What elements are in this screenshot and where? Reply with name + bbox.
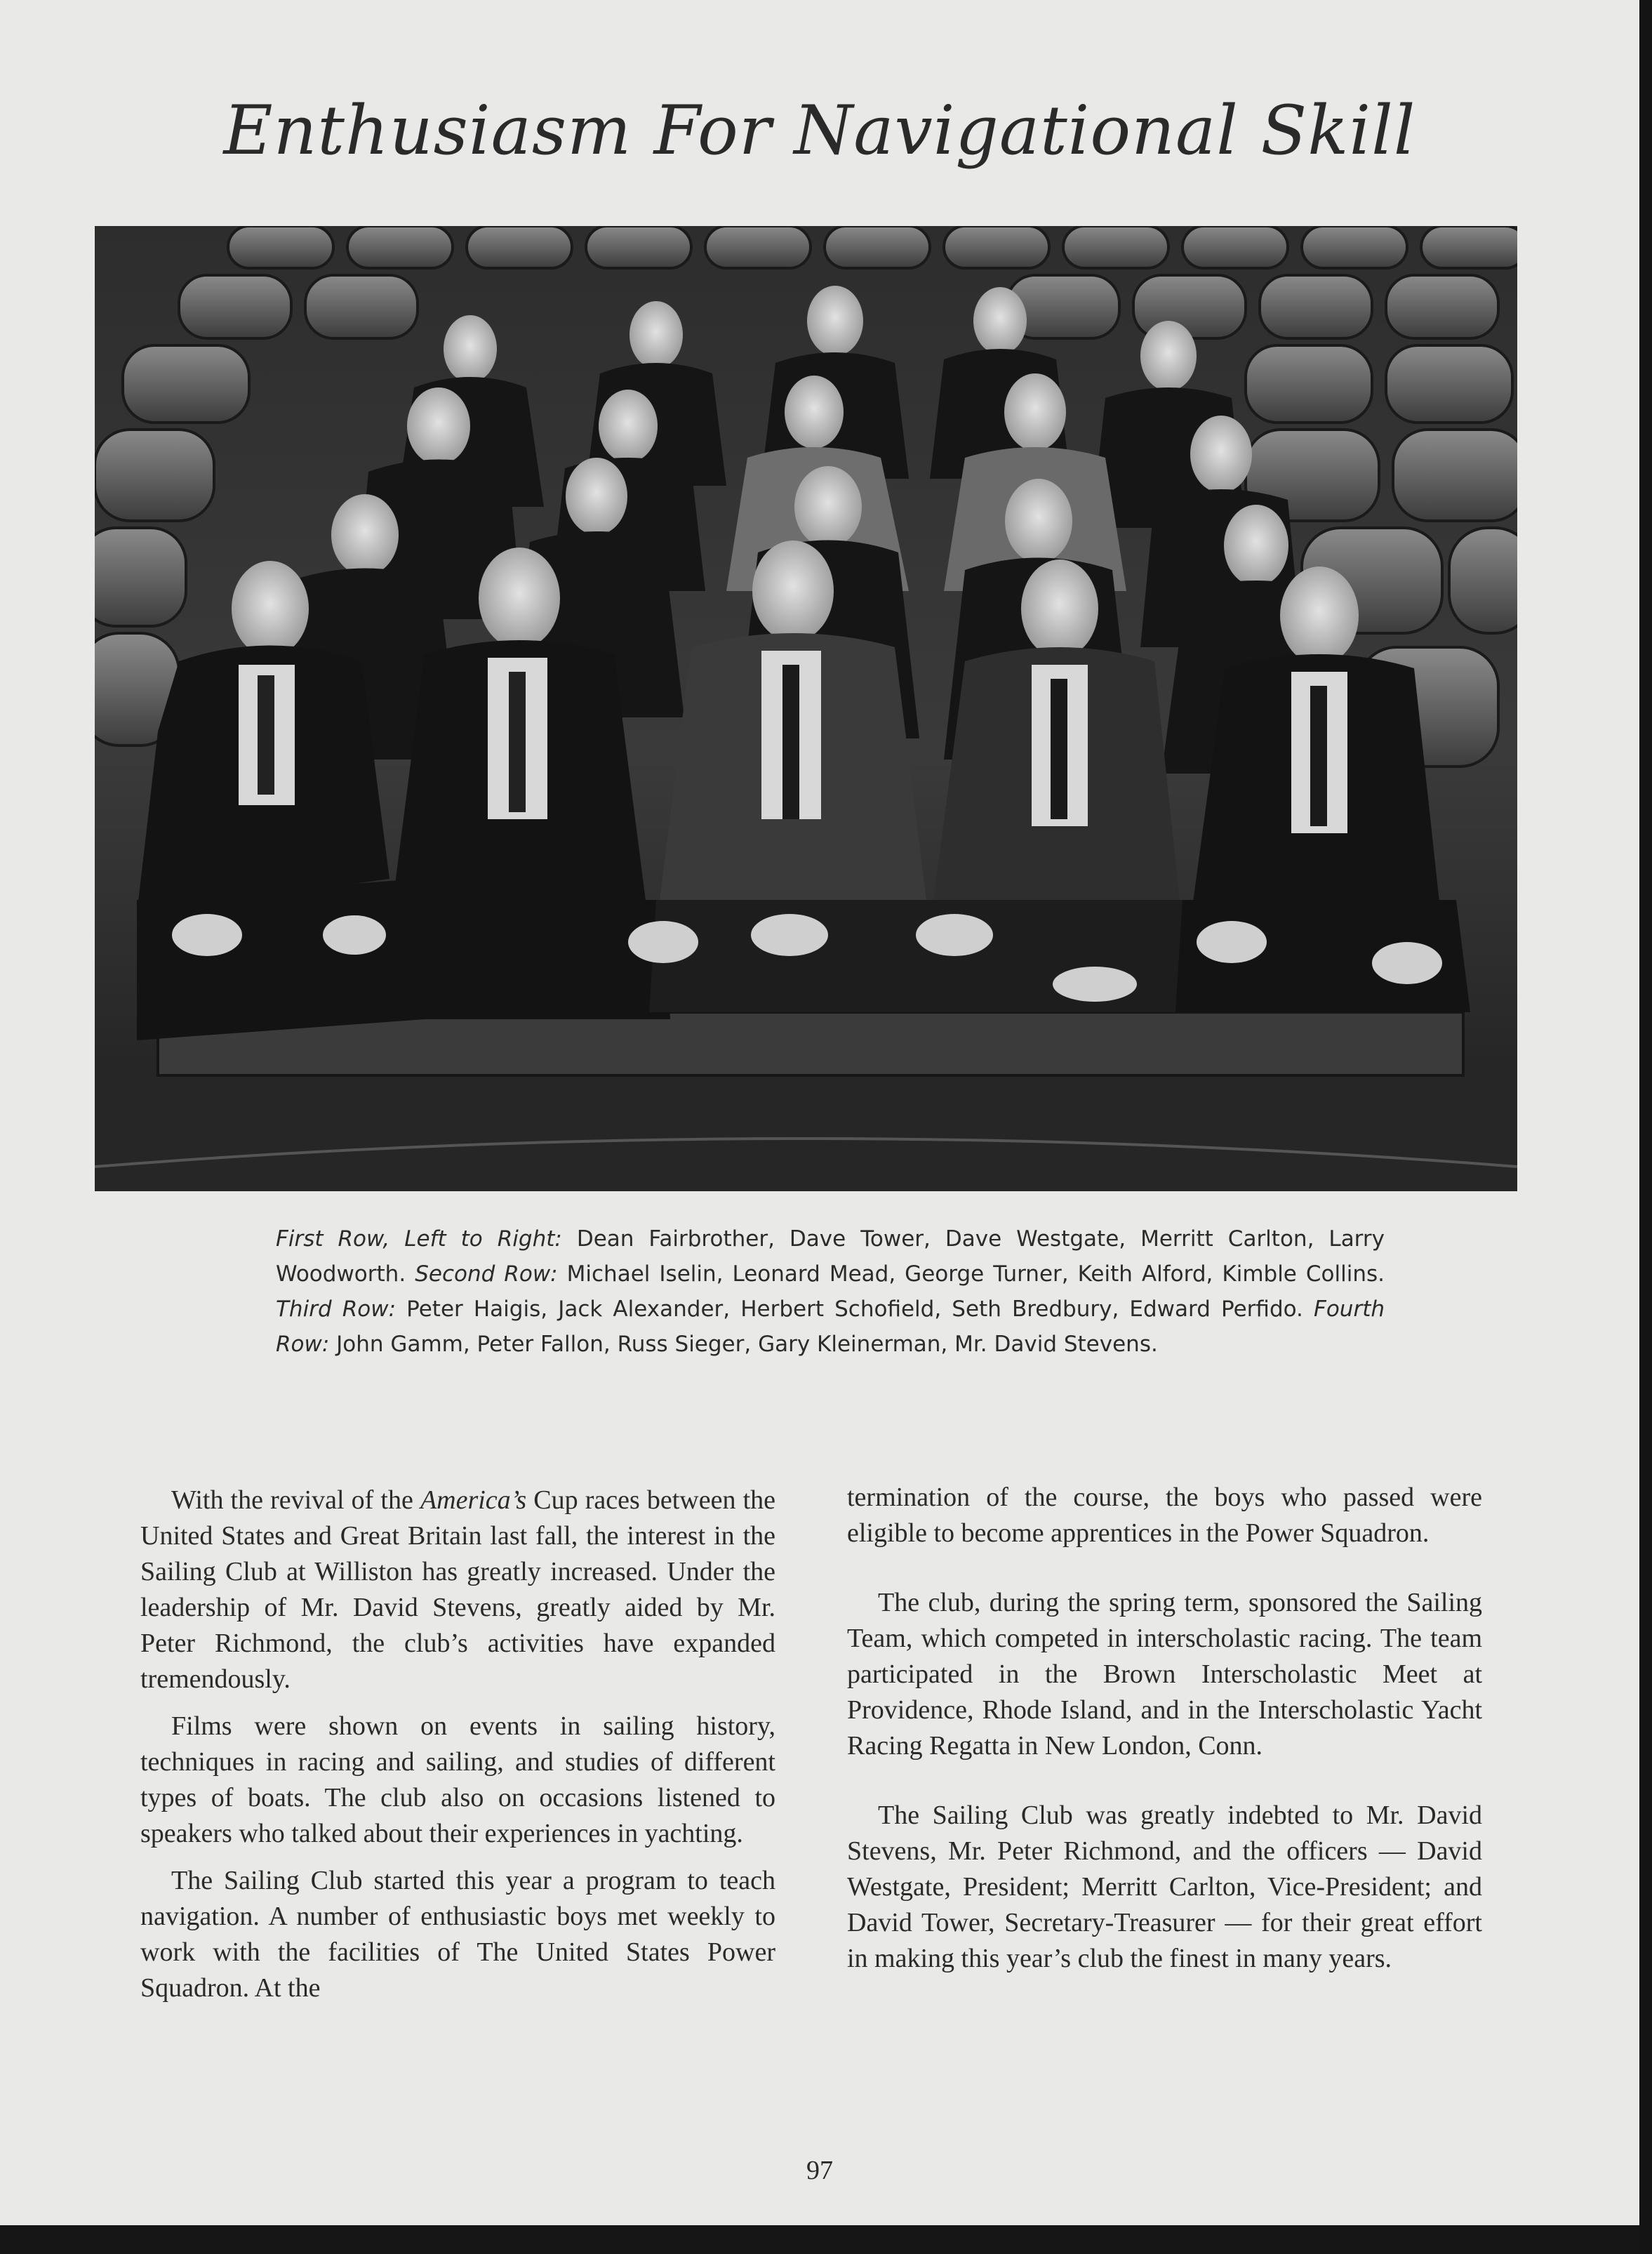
caption-row1-label: First Row, Left to Right: <box>276 1226 562 1252</box>
paragraph-1 <box>140 1483 775 1697</box>
page-number: 97 <box>806 2156 833 2185</box>
caption-row2-names: Michael Iselin, Leonard Mead, George Turner, Keith Alford, Kimble Collins. <box>557 1261 1385 1287</box>
caption-row4-names: John Gamm, Peter Fallon, Russ Sieger, Gary Kleinerman, Mr. David Stevens. <box>329 1332 1158 1357</box>
group-photo <box>95 226 1517 1191</box>
paragraph-4: The club, during the spring term, sponsored the Sailing Team, which competed in interscholastic racing. The team participated in the Brown Interscholastic Meet at Providence, Rhode Island, and in the Interscholastic Yacht Racing Regatta in New London, Conn. <box>847 1588 1482 1761</box>
caption-row3-names: Peter Haigis, Jack Alexander, Herbert Schofield, Seth Bredbury, Edward Perfido. <box>396 1297 1314 1322</box>
photo-caption <box>276 1221 1385 1362</box>
body-column-left <box>140 1483 775 2006</box>
paragraph-5: The Sailing Club was greatly indebted to Mr. David Stevens, Mr. Peter Richmond, and the officers — David Westgate, President; Merritt Carlton, Vice-President; and David Tower, Secretary-Treasurer — for their great effort in making this year’s club the finest in many years. <box>847 1801 1482 1973</box>
caption-row4-label: Fourth Row: <box>276 1297 1385 1357</box>
paragraph-1-b: Cup races between the United States and Great Britain last fall, the interest in the Sailing Club at Williston has greatly increased. Under the leadership of Mr. David Stevens, greatly aided by Mr. Peter Richmond, the club’s activities have expanded tremendously. <box>140 1485 775 1694</box>
caption-row3-label: Third Row: <box>276 1297 397 1322</box>
paragraph-1-em: America’s <box>420 1485 527 1515</box>
caption-row2-label: Second Row: <box>415 1261 558 1287</box>
paragraph-1-a: With the revival of the <box>171 1485 420 1515</box>
page-edge-shadow <box>1639 0 1652 2254</box>
body-column-right <box>847 1480 1482 1977</box>
group-photo-image <box>95 226 1517 1191</box>
paragraph-3-continued: termination of the course, the boys who passed were eligible to become apprentices in the Power Squadron. <box>847 1483 1482 1548</box>
page-title: Enthusiasm For Navigational Skill <box>223 91 1416 170</box>
paragraph-2: Films were shown on events in sailing history, techniques in racing and sailing, and studies of different types of boats. The club also on occasions listened to speakers who talked about their experiences in yachting. <box>140 1711 775 1848</box>
paragraph-3: The Sailing Club started this year a program to teach navigation. A number of enthusiastic boys met weekly to work with the facilities of The United States Power Squadron. At the <box>140 1866 775 2003</box>
page-bottom-shadow <box>0 2225 1639 2254</box>
caption-row1-names: Dean Fairbrother, Dave Tower, Dave Westgate, Merritt Carlton, Larry Woodworth. <box>276 1226 1385 1287</box>
